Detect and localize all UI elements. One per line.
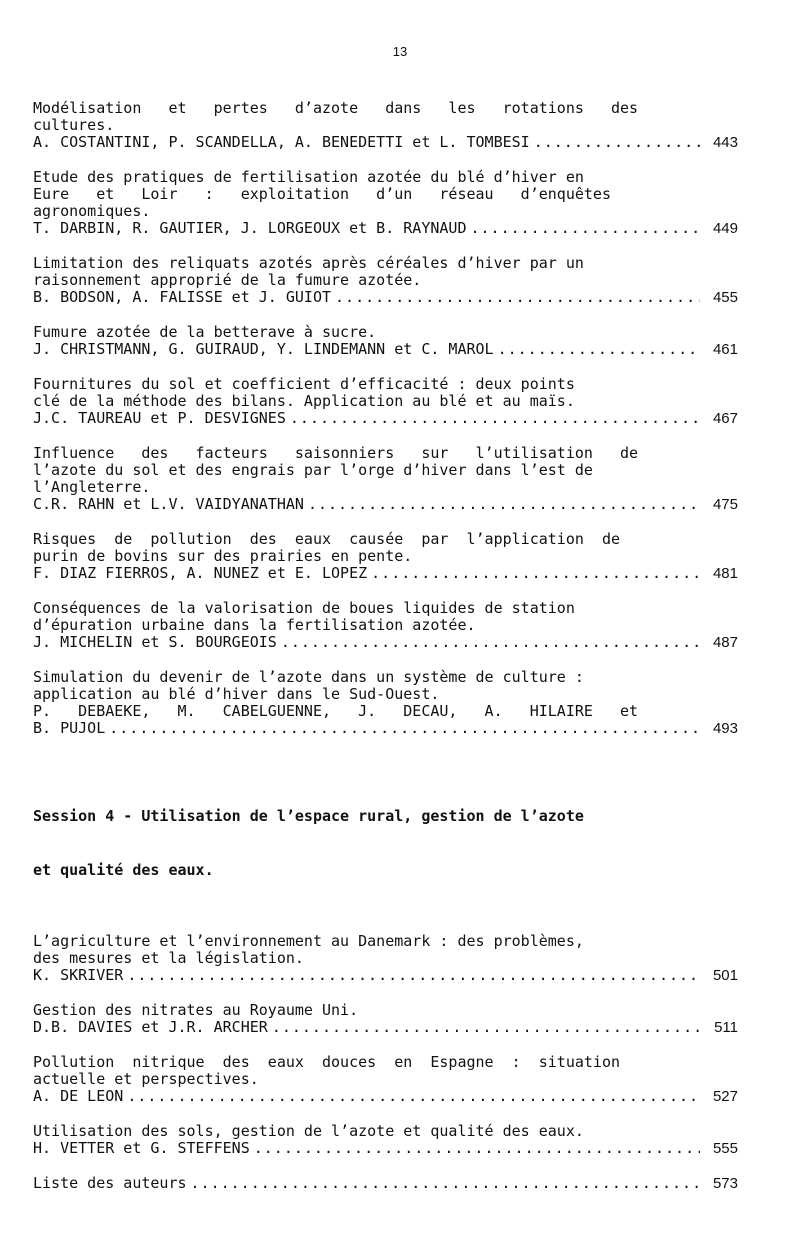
toc-entry-title-line: Influence des facteurs saisonniers sur l’utilisation de (33, 444, 639, 462)
toc-page-number: 455 (712, 289, 738, 306)
toc-part-1 (33, 100, 738, 737)
toc-entry-authors: F. DIAZ FIERROS, A. NUNEZ et E. LOPEZ (33, 564, 368, 582)
toc-page-number: 443 (712, 134, 738, 151)
toc-entry-line (33, 1019, 738, 1036)
toc-entry[interactable] (33, 933, 738, 984)
toc-entry-line (33, 410, 738, 427)
toc-entry[interactable] (33, 376, 738, 427)
toc-entry-title-line: Utilisation des sols, gestion de l’azote et qualité des eaux. (33, 1122, 584, 1140)
toc-page-number: 501 (712, 967, 738, 984)
toc-entry-title-line: clé de la méthode des bilans. Application au blé et au maïs. (33, 392, 575, 410)
toc-page-number: 481 (712, 565, 738, 582)
toc-entry-line (33, 967, 738, 984)
toc-entry-title-line: des mesures et la législation. (33, 949, 304, 967)
toc-entry-line (33, 289, 738, 306)
leader-dots (281, 634, 700, 651)
toc-entry-title-line: Simulation du devenir de l’azote dans un système de culture : (33, 668, 584, 686)
toc-entry[interactable] (33, 600, 738, 651)
toc-entry-authors: T. DARBIN, R. GAUTIER, J. LORGEOUX et B. RAYNAUD (33, 219, 467, 237)
toc-page-number: 475 (712, 496, 738, 513)
leader-dots (254, 1140, 700, 1157)
toc-page-number: 527 (712, 1088, 738, 1105)
toc-entry-title-line: Eure et Loir : exploitation d’un réseau d’enquêtes (33, 185, 611, 203)
page-number: 13 (392, 44, 408, 59)
leader-dots (272, 1019, 700, 1036)
leader-dots (335, 289, 700, 306)
toc-entry-title-line: d’épuration urbaine dans la fertilisation azotée. (33, 616, 476, 634)
leader-dots (498, 341, 700, 358)
toc-entry[interactable] (33, 445, 738, 513)
toc-entry-title-line: l’Angleterre. (33, 478, 151, 496)
leader-dots (371, 565, 700, 582)
toc-entry[interactable] (33, 1123, 738, 1157)
toc-entry[interactable] (33, 324, 738, 358)
toc-entry-title-line: agronomiques. (33, 202, 151, 220)
session-heading-line: Session 4 - Utilisation de l’espace rural, gestion de l’azote (33, 807, 584, 825)
toc-entry-title-line: actuelle et perspectives. (33, 1070, 259, 1088)
toc-page-number: 461 (712, 341, 738, 358)
toc-entry-authors: C.R. RAHN et L.V. VAIDYANATHAN (33, 495, 304, 513)
toc-page-number: 511 (714, 1019, 738, 1036)
toc-page-number: 573 (712, 1175, 738, 1192)
toc-entry[interactable] (33, 255, 738, 306)
toc-entry-title-line: Risques de pollution des eaux causée par l’application de (33, 530, 620, 548)
toc-entry-title-line: application au blé d’hiver dans le Sud-Ouest. (33, 685, 440, 703)
toc-entry-line (33, 1088, 738, 1105)
toc-entry-title-line: P. DEBAEKE, M. CABELGUENNE, J. DECAU, A. HILAIRE et (33, 702, 639, 720)
toc-page-number: 449 (712, 220, 738, 237)
toc-entry-authors: J.C. TAUREAU et P. DESVIGNES (33, 409, 286, 427)
session-heading (33, 771, 738, 915)
toc-entry-authors: J. CHRISTMANN, G. GUIRAUD, Y. LINDEMANN et C. MAROL (33, 340, 494, 358)
toc-entry-authors: A. DE LEON (33, 1087, 124, 1105)
toc-entry-line (33, 496, 738, 513)
leader-dots (127, 967, 700, 984)
toc-entry[interactable] (33, 169, 738, 237)
toc-entry-title-line: l’azote du sol et des engrais par l’orge d’hiver dans l’est de (33, 461, 593, 479)
toc-entry-authors: K. SKRIVER (33, 966, 124, 984)
toc-entry-authors: J. MICHELIN et S. BOURGEOIS (33, 633, 277, 651)
toc-entry-title-line: raisonnement approprié de la fumure azotée. (33, 271, 422, 289)
toc-entry-title-line: Conséquences de la valorisation de boues liquides de station (33, 599, 575, 617)
toc-entry-title-line: L’agriculture et l’environnement au Danemark : des problèmes, (33, 932, 584, 950)
toc-entry-line (33, 720, 738, 737)
session-heading-line: et qualité des eaux. (33, 861, 214, 879)
toc-entry-authors: B. BODSON, A. FALISSE et J. GUIOT (33, 288, 332, 306)
toc-entry-title-line: Fumure azotée de la betterave à sucre. (33, 323, 377, 341)
toc-entry-line (33, 565, 738, 582)
toc-entry-authors: H. VETTER et G. STEFFENS (33, 1139, 250, 1157)
toc-entry-authors: B. PUJOL (33, 719, 106, 737)
toc-entry-line (33, 134, 738, 151)
toc-part-2 (33, 933, 738, 1157)
toc-entry-line (33, 220, 738, 237)
toc-page-number: 555 (712, 1140, 738, 1157)
toc-entry-title-line: cultures. (33, 116, 115, 134)
leader-dots (191, 1175, 700, 1192)
toc-entry-title-line: Limitation des reliquats azotés après céréales d’hiver par un (33, 254, 584, 272)
toc-entry-title-line: purin de bovins sur des prairies en pente. (33, 547, 413, 565)
toc-entry-line (33, 1140, 738, 1157)
toc-entry-title-line: Etude des pratiques de fertilisation azotée du blé d’hiver en (33, 168, 584, 186)
toc-entry-line (33, 341, 738, 358)
toc-entry-authors: D.B. DAVIES et J.R. ARCHER (33, 1018, 268, 1036)
leader-dots (127, 1088, 700, 1105)
table-of-contents (33, 100, 738, 1210)
toc-page-number: 493 (712, 720, 738, 737)
leader-dots (109, 720, 700, 737)
toc-entry-authors-list[interactable] (33, 1175, 738, 1192)
toc-entry-authors: A. COSTANTINI, P. SCANDELLA, A. BENEDETTI et L. TOMBESI (33, 133, 530, 151)
toc-entry[interactable] (33, 531, 738, 582)
toc-entry[interactable] (33, 100, 738, 151)
toc-entry-line (33, 634, 738, 651)
toc-page-number: 467 (712, 410, 738, 427)
leader-dots (290, 410, 700, 427)
toc-entry-line (33, 1175, 738, 1192)
leader-dots (534, 134, 700, 151)
toc-entry[interactable] (33, 1002, 738, 1036)
toc-entry-title-line: Modélisation et pertes d’azote dans les rotations des (33, 99, 639, 117)
toc-entry-label: Liste des auteurs (33, 1174, 187, 1192)
leader-dots (308, 496, 700, 513)
toc-entry[interactable] (33, 1054, 738, 1105)
toc-entry-title-line: Fournitures du sol et coefficient d’efficacité : deux points (33, 375, 575, 393)
toc-entry-title-line: Gestion des nitrates au Royaume Uni. (33, 1001, 359, 1019)
toc-entry[interactable] (33, 669, 738, 737)
leader-dots (470, 220, 700, 237)
toc-page-number: 487 (712, 634, 738, 651)
toc-entry-title-line: Pollution nitrique des eaux douces en Espagne : situation (33, 1053, 620, 1071)
